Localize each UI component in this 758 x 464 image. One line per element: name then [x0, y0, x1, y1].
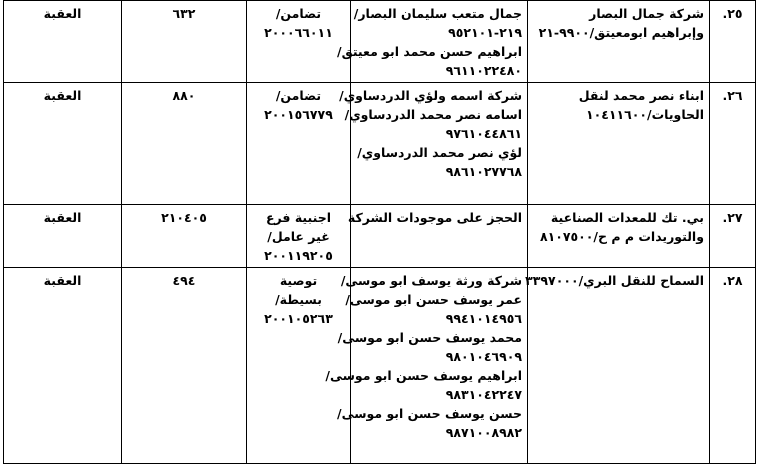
company-type-line: اجنبية فرع [265, 210, 332, 225]
capital-cell [122, 83, 247, 205]
row-number-cell [710, 83, 756, 205]
company-name-line: الحاويات/١٠٤١١٦٠٠ [585, 107, 704, 122]
city-value: العقبة [43, 6, 82, 21]
company-type-line: بسيطة/ [275, 292, 322, 307]
company-type-line: ٢٠٠١٠٥٢٦٣ [264, 311, 333, 326]
row-number-cell [710, 268, 756, 464]
partners-cell [339, 83, 528, 205]
company-name-line: السماح للنقل البري/٣٣٩٧٠٠٠ [525, 273, 704, 288]
city-cell [4, 205, 122, 268]
partner-line: ٩٩٤١٠١٤٩٥٦ [445, 311, 522, 326]
partners-cell [325, 268, 528, 464]
partner-line: ٩٨٠١٠٤٦٩٠٩ [445, 349, 522, 364]
row-number: ٢٨. [722, 273, 743, 288]
partner-line: ٩٧٦١٠٤٤٨٦١ [445, 126, 522, 141]
partners-cell [347, 205, 528, 268]
capital-cell [122, 1, 247, 83]
company-type-line: ٢٠٠١٥٦٧٧٩ [264, 107, 333, 122]
capital-value: ٢١٠٤٠٥ [161, 210, 207, 225]
city-value: العقبة [43, 210, 82, 225]
company-name-line: شركة جمال البصار [589, 6, 704, 21]
company-name-cell [528, 205, 710, 268]
company-type-line: ٢٠٠١١٩٢٠٥ [264, 248, 333, 263]
capital-cell [122, 268, 247, 464]
partner-line: اسامه نصر محمد الدردساوي/ [344, 107, 522, 122]
partner-line: ابراهيم يوسف حسن ابو موسى/ [325, 368, 522, 383]
company-name-line: والتوريدات م م ح/٨١٠٧٥٠٠ [539, 229, 704, 244]
company-name-cell [525, 268, 710, 464]
table-row [4, 1, 756, 83]
table-row [4, 83, 756, 205]
company-type-cell [247, 205, 351, 268]
partner-line: عمر يوسف حسن ابو موسى/ [345, 292, 522, 307]
capital-value: ٦٣٢ [172, 6, 196, 21]
partner-line: الحجز على موجودات الشركة [347, 210, 522, 225]
table-row [4, 268, 756, 464]
capital-cell [122, 205, 247, 268]
partner-line: شركة ورثة يوسف ابو موسى/ [340, 273, 522, 288]
partner-line: ٩٦١١٠٢٢٤٨٠ [445, 63, 522, 78]
partner-line: ٩٨٣١٠٤٢٢٤٧ [445, 387, 522, 402]
partner-line: جمال متعب سليمان البصار/ [353, 6, 522, 21]
records-table-frame [3, 0, 755, 450]
city-value: العقبة [43, 88, 82, 103]
row-number: ٢٥. [722, 6, 743, 21]
company-name-line: ابناء نصر محمد لنقل [578, 88, 704, 103]
partner-line: شركة اسمه ولؤي الدردساوي/ [339, 88, 522, 103]
companies-table [3, 0, 756, 464]
partner-line: ابراهيم حسن محمد ابو معيتق/ [337, 44, 522, 59]
row-number: ٢٦. [722, 88, 743, 103]
company-type-line: تضامن/ [275, 88, 322, 103]
capital-value: ٤٩٤ [172, 273, 196, 288]
company-type-line: ٢٠٠٠٦٦٠١١ [264, 25, 333, 40]
row-number: ٢٧. [722, 210, 743, 225]
city-cell [4, 1, 122, 83]
partner-line: ٩٨٦١٠٢٧٧٦٨ [445, 164, 522, 179]
table-row [4, 205, 756, 268]
company-type-line: غير عامل/ [267, 229, 330, 244]
company-type-line: توصية [279, 273, 318, 288]
company-type-cell [247, 83, 351, 205]
partner-line: ٢١٩-٩٥٢١٠١ [448, 25, 522, 40]
company-name-line: بي. تك للمعدات الصناعية [550, 210, 704, 225]
company-type-cell [247, 1, 351, 83]
row-number-cell [710, 1, 756, 83]
city-value: العقبة [43, 273, 82, 288]
partner-line: محمد يوسف حسن ابو موسى/ [337, 330, 522, 345]
city-cell [4, 268, 122, 464]
row-number-cell [710, 205, 756, 268]
company-name-line: وإبراهيم ابومعيتق/٩٩٠٠-٢١ [538, 25, 704, 40]
company-name-cell [528, 83, 710, 205]
partner-line: لؤي نصر محمد الدردساوي/ [357, 145, 522, 160]
company-type-line: تضامن/ [275, 6, 322, 21]
city-cell [4, 83, 122, 205]
partners-cell [337, 1, 528, 83]
capital-value: ٨٨٠ [172, 88, 196, 103]
company-name-cell [528, 1, 710, 83]
partner-line: حسن يوسف حسن ابو موسى/ [337, 406, 522, 421]
partner-line: ٩٨٧١٠٠٨٩٨٢ [445, 425, 522, 440]
